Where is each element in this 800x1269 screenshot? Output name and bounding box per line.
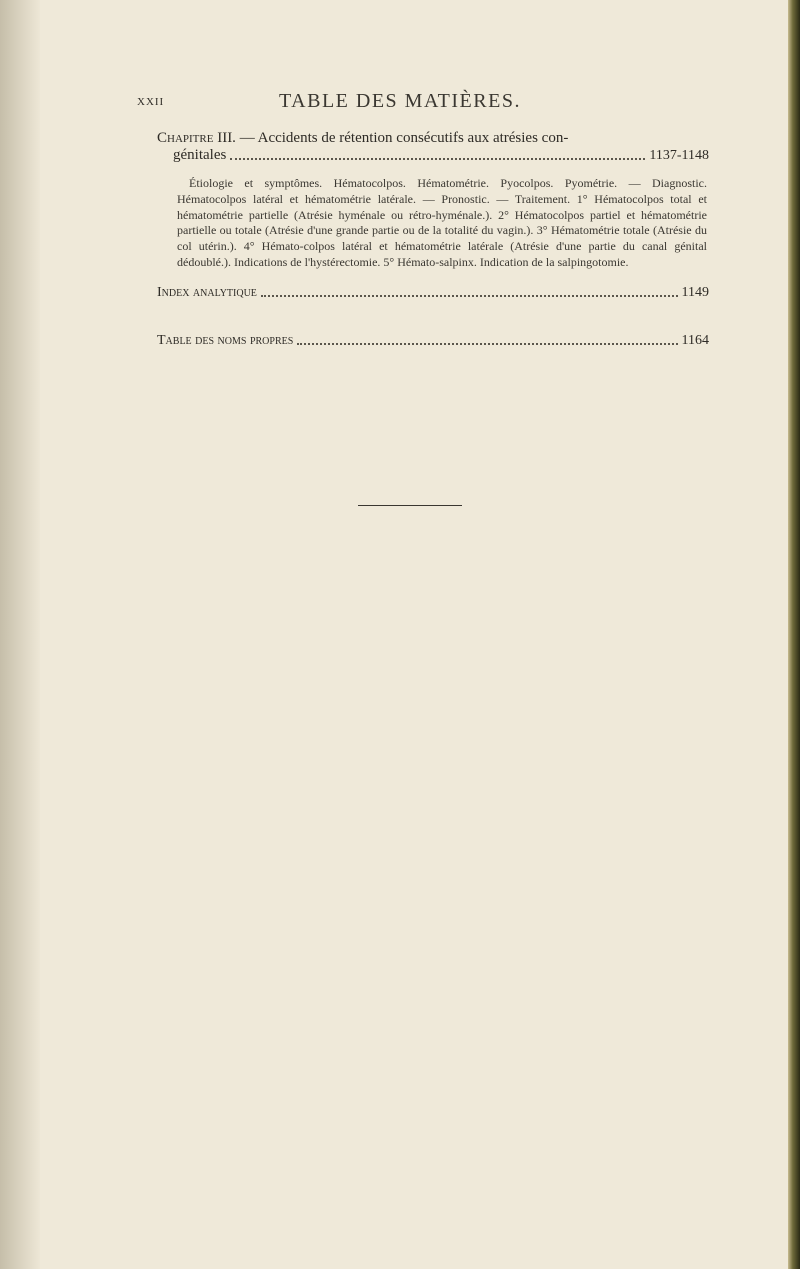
chapter-label: Chapitre III.	[157, 130, 236, 146]
dot-leader	[261, 295, 678, 297]
scan-right-edge	[788, 0, 800, 1269]
page-folio: XXII	[137, 96, 165, 108]
chapter-pages: 1137-1148	[649, 148, 709, 163]
chapter-entry	[157, 130, 709, 164]
index-entry	[157, 285, 709, 301]
chapter-heading-line	[157, 130, 709, 147]
dot-leader	[297, 343, 677, 345]
index-leader-line	[157, 285, 709, 301]
running-title: TABLE DES MATIÈRES.	[279, 90, 521, 112]
index-pages: 1149	[681, 285, 709, 300]
dot-leader	[230, 158, 645, 160]
names-leader-line	[157, 333, 709, 349]
names-table-entry	[157, 333, 709, 349]
chapter-title-part2: génitales	[173, 147, 227, 163]
names-table-label: Table des noms propres	[157, 333, 294, 348]
chapter-title-part1: — Accidents de rétention consécutifs aux atrésies con-	[239, 130, 569, 146]
end-rule	[358, 505, 462, 506]
chapter-leader-line	[157, 147, 709, 164]
names-table-pages: 1164	[681, 333, 709, 348]
chapter-summary: Étiologie et symptômes. Hématocolpos. Hématométrie. Pyocolpos. Pyométrie. — Diagnostic. Hématocolpos latéral et hématométrie latérale. — Pronostic. — Traitement. 1° Hématocolpos total et hématométrie partielle (Atrésie hyménale ou rétro-hyménale.). 2° Hématocolpos partiel et hématométrie partielle ou totale (Atrésie d'une grande partie ou de la totalité du vagin.). 3° Hématométrie totale (Atrésie du col utérin.). 4° Hémato-colpos latéral et hématométrie latérale (Atrésie d'une partie du canal génital dédoublé.). Indications de l'hystérectomie. 5° Hémato-salpinx. Indication de la salpingotomie.	[177, 176, 707, 269]
page-header	[0, 90, 800, 120]
scan-left-shadow	[0, 0, 40, 1269]
index-label: Index analytique	[157, 285, 257, 300]
